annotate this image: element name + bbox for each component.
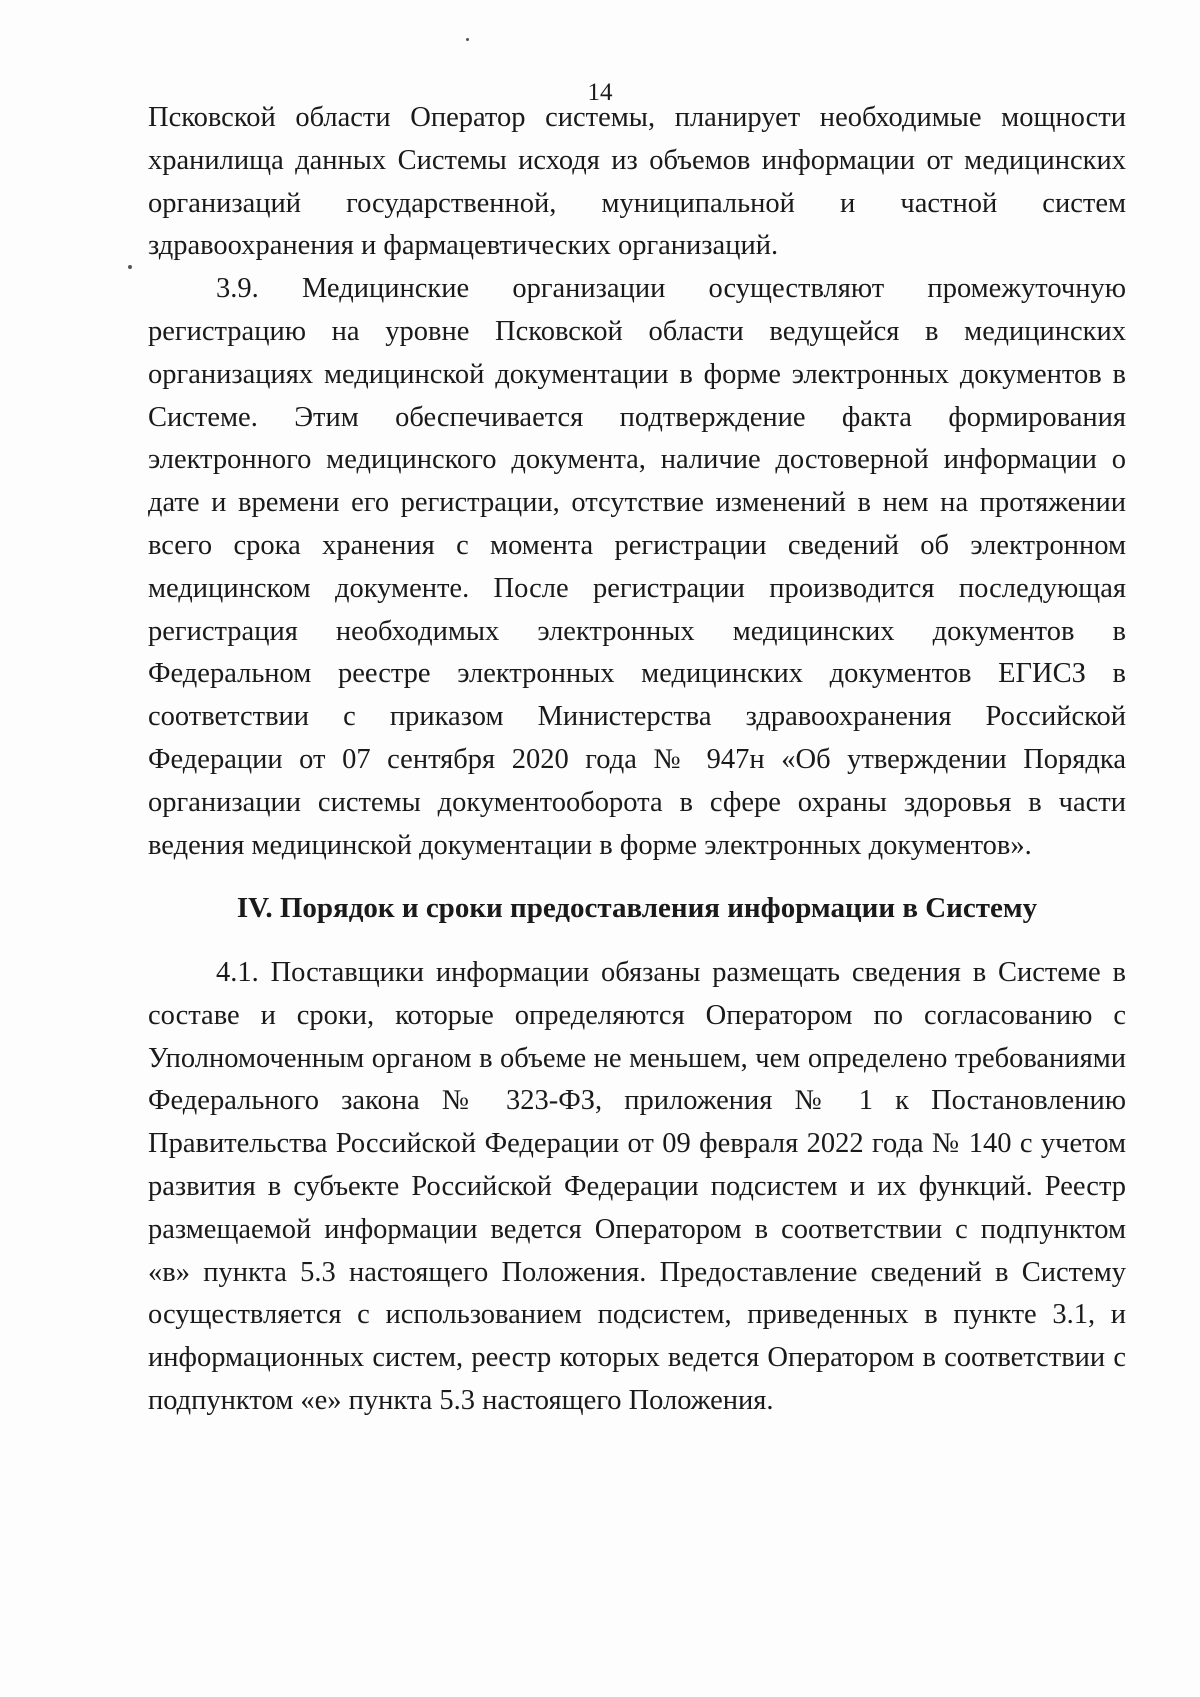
paragraph-3-9: 3.9. Медицинские организации осуществляют промежуточную регистрацию на уровне Псковской области ведущейся в медицинских организациях медицинской документации в форме электронных документов в Системе. Этим обеспечивается подтверждение факта формирования электронного медицинского документа, наличие достоверной информации о дате и времени его регистрации, отсутствие изменений в нем на протяжении всего срока хранения с момента регистрации сведений об электронном медицинском документе. После регистрации производится последующая регистрация необходимых электронных медицинских документов в Федеральном реестре электронных медицинских документов ЕГИСЗ в соответствии с приказом Министерства здравоохранения Российской Федерации от 07 сентября 2020 года № 947н «Об утверждении Порядка организации системы документооборота в сфере охраны здоровья в части ведения медицинской документации в форме электронных документов».	[148, 273, 1126, 861]
scan-speck	[128, 265, 132, 269]
page-number: 14	[587, 79, 613, 106]
section-heading: IV. Порядок и сроки предоставления информации в Систему	[236, 892, 1038, 924]
paragraph-4-1: 4.1. Поставщики информации обязаны размещать сведения в Системе в составе и сроки, которые определяются Оператором по согласованию с Уполномоченным органом в объеме не меньшем, чем определено требованиями Федерального закона № 323-ФЗ, приложения № 1 к Постановлению Правительства Российской Федерации от 09 февраля 2022 года № 140 с учетом развития в субъекте Российской Федерации подсистем и их функций. Реестр размещаемой информации ведется Оператором в соответствии с подпунктом «в» пункта 5.3 настоящего Положения. Предоставление сведений в Систему осуществляется с использованием подсистем, приведенных в пункте 3.1, и информационных систем, реестр которых ведется Оператором в соответствии с подпунктом «е» пункта 5.3 настоящего Положения.	[148, 957, 1126, 1416]
paragraph-continuation: Псковской области Оператор системы, планирует необходимые мощности хранилища данных Системы исходя из объемов информации от медицинских организаций государственной, муниципальной и частной систем здравоохранения и фармацевтических организаций.	[148, 102, 1126, 262]
scan-speck	[466, 38, 469, 41]
text-block-bottom	[148, 952, 1126, 1423]
text-block-top	[148, 97, 1126, 867]
